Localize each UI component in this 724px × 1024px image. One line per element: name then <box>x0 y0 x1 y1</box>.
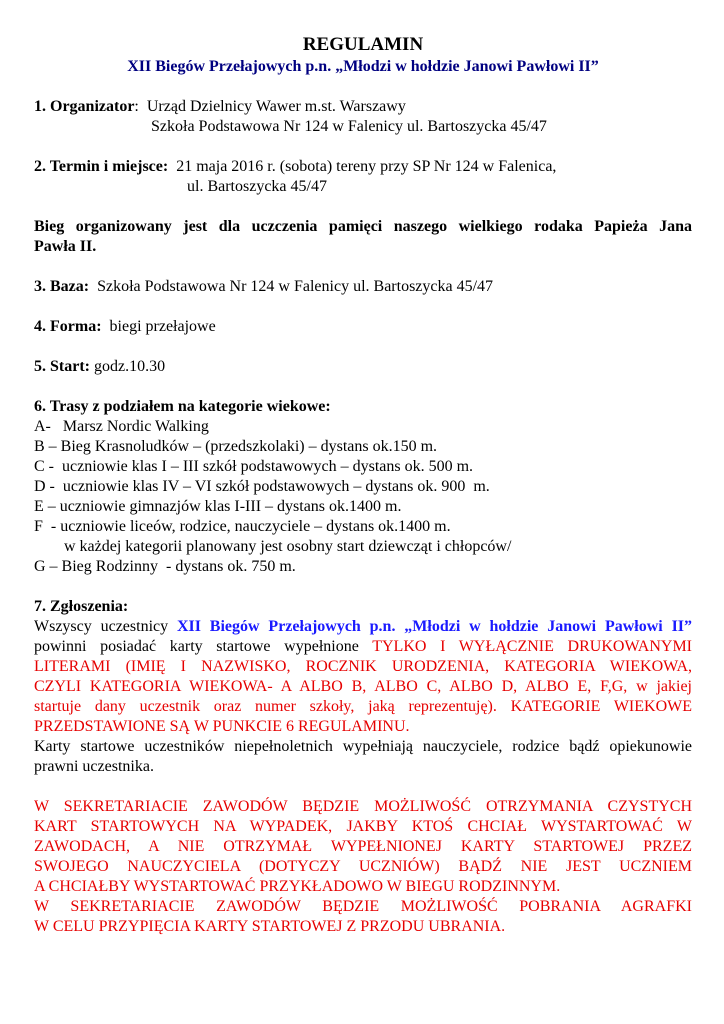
applications-body <box>34 617 692 777</box>
notice-line: A CHCIAŁBY WYSTARTOWAĆ PRZYKŁADOWO W BIEGU RODZINNYM. <box>34 878 561 895</box>
organizer-line-1: Urząd Dzielnicy Wawer m.st. Warszawy <box>146 98 406 115</box>
applications-guardian-line: prawni uczestnika. <box>34 758 154 775</box>
form-value: biegi przełajowe <box>109 318 216 335</box>
applications-red-line: startuje dany uczestnik oraz numer szkoły, jaką reprezentuję). KATEGORIE WIEKOWE <box>34 698 692 715</box>
applications-red-line: PRZEDSTAWIONE SĄ W PUNKCIE 6 REGULAMINU. <box>34 718 410 735</box>
base-value: Szkoła Podstawowa Nr 124 w Falenicy ul. Bartoszycka 45/47 <box>97 278 494 295</box>
notice-line: ZAWODACH, A NIE OTRZYMAŁ WYPEŁNIONEJ KARTY STARTOWEJ PRZEZ <box>34 838 692 855</box>
notice-line: W SEKRETARIACIE ZAWODÓW BĘDZIE MOŻLIWOŚĆ OTRZYMANIA CZYSTYCH <box>34 798 692 815</box>
document-title: REGULAMIN <box>302 34 424 55</box>
secretariat-notice <box>34 797 692 937</box>
form-label: 4. Forma: <box>34 318 102 335</box>
applications-red-line: CZYLI KATEGORIA WIEKOWA- A ALBO B, ALBO C, ALBO D, ALBO E, F,G, w jakiej <box>34 678 692 695</box>
document-subtitle: XII Biegów Przełajowych p.n. „Młodzi w hołdzie Janowi Pawłowi II” <box>127 58 599 75</box>
route-item: A- Marsz Nordic Walking <box>34 418 209 435</box>
applications-red-line: LITERAMI (IMIĘ I NAZWISKO, ROCZNIK URODZENIA, KATEGORIA WIEKOWA, <box>34 658 692 675</box>
applications-line <box>34 637 692 657</box>
route-item: G – Bieg Rodzinny - dystans ok. 750 m. <box>34 558 296 575</box>
applications-heading: 7. Zgłoszenia: <box>34 598 129 615</box>
dedication-line-2: Pawła II. <box>34 238 97 255</box>
organizer-line-2: Szkoła Podstawowa Nr 124 w Falenicy ul. Bartoszycka 45/47 <box>151 118 547 135</box>
term-label: 2. Termin i miejsce: <box>34 158 169 175</box>
route-item: E – uczniowie gimnazjów klas I-III – dystans ok.1400 m. <box>34 498 402 515</box>
route-item: B – Bieg Krasnoludków – (przedszkolaki) – dystans ok.150 m. <box>34 438 438 455</box>
notice-line: KART STARTOWYCH NA WYPADEK, JAKBY KTOŚ CHCIAŁ WYSTARTOWAĆ W <box>34 818 692 835</box>
route-item: F - uczniowie liceów, rodzice, nauczyciele – dystans ok.1400 m. <box>34 518 451 535</box>
organizer-section: 1. Organizator: Urząd Dzielnicy Wawer m.st. Warszawy <box>34 98 406 115</box>
applications-black-text: powinni posiadać karty startowe wypełnione <box>34 638 359 655</box>
start-value: godz.10.30 <box>93 358 166 375</box>
base-label: 3. Baza: <box>34 278 90 295</box>
term-line-2: ul. Bartoszycka 45/47 <box>187 178 327 195</box>
applications-guardian-line: Karty startowe uczestników niepełnoletnich wypełniają nauczyciele, rodzice bądź opiekunowie <box>34 738 692 755</box>
notice-line: SWOJEGO NAUCZYCIELA (DOTYCZY UCZNIÓW) BĄDŹ NIE JEST UCZNIEM <box>34 858 692 875</box>
notice-line: W CELU PRZYPIĘCIA KARTY STARTOWEJ Z PRZODU UBRANIA. <box>34 918 506 935</box>
route-note: w każdej kategorii planowany jest osobny start dziewcząt i chłopców/ <box>64 538 512 555</box>
document-page <box>34 34 692 937</box>
dedication-line-1: Bieg organizowany jest dla uczczenia pamięci naszego wielkiego rodaka Papieża Jana <box>34 218 692 235</box>
term-section <box>34 157 692 177</box>
route-item: C - uczniowie klas I – III szkół podstawowych – dystans ok. 500 m. <box>34 458 474 475</box>
form-section <box>34 317 692 337</box>
start-label: 5. Start: <box>34 358 90 375</box>
applications-intro: Wszyscy uczestnicy <box>34 618 169 635</box>
applications-red-text: TYLKO I WYŁĄCZNIE DRUKOWANYMI <box>372 638 692 655</box>
routes-heading: 6. Trasy z podziałem na kategorie wiekowe: <box>34 398 331 415</box>
base-section <box>34 277 692 297</box>
organizer-label: 1. Organizator <box>34 98 135 115</box>
event-name: XII Biegów Przełajowych p.n. „Młodzi w hołdzie Janowi Pawłowi II” <box>176 618 693 635</box>
notice-line: W SEKRETARIACIE ZAWODÓW BĘDZIE MOŻLIWOŚĆ POBRANIA AGRAFKI <box>34 898 692 915</box>
dedication <box>34 217 692 257</box>
route-item: D - uczniowie klas IV – VI szkół podstawowych – dystans ok. 900 m. <box>34 478 490 495</box>
start-section <box>34 357 692 377</box>
term-line-1: 21 maja 2016 r. (sobota) tereny przy SP Nr 124 w Falenica, <box>176 158 557 175</box>
applications-intro-line <box>34 617 692 637</box>
